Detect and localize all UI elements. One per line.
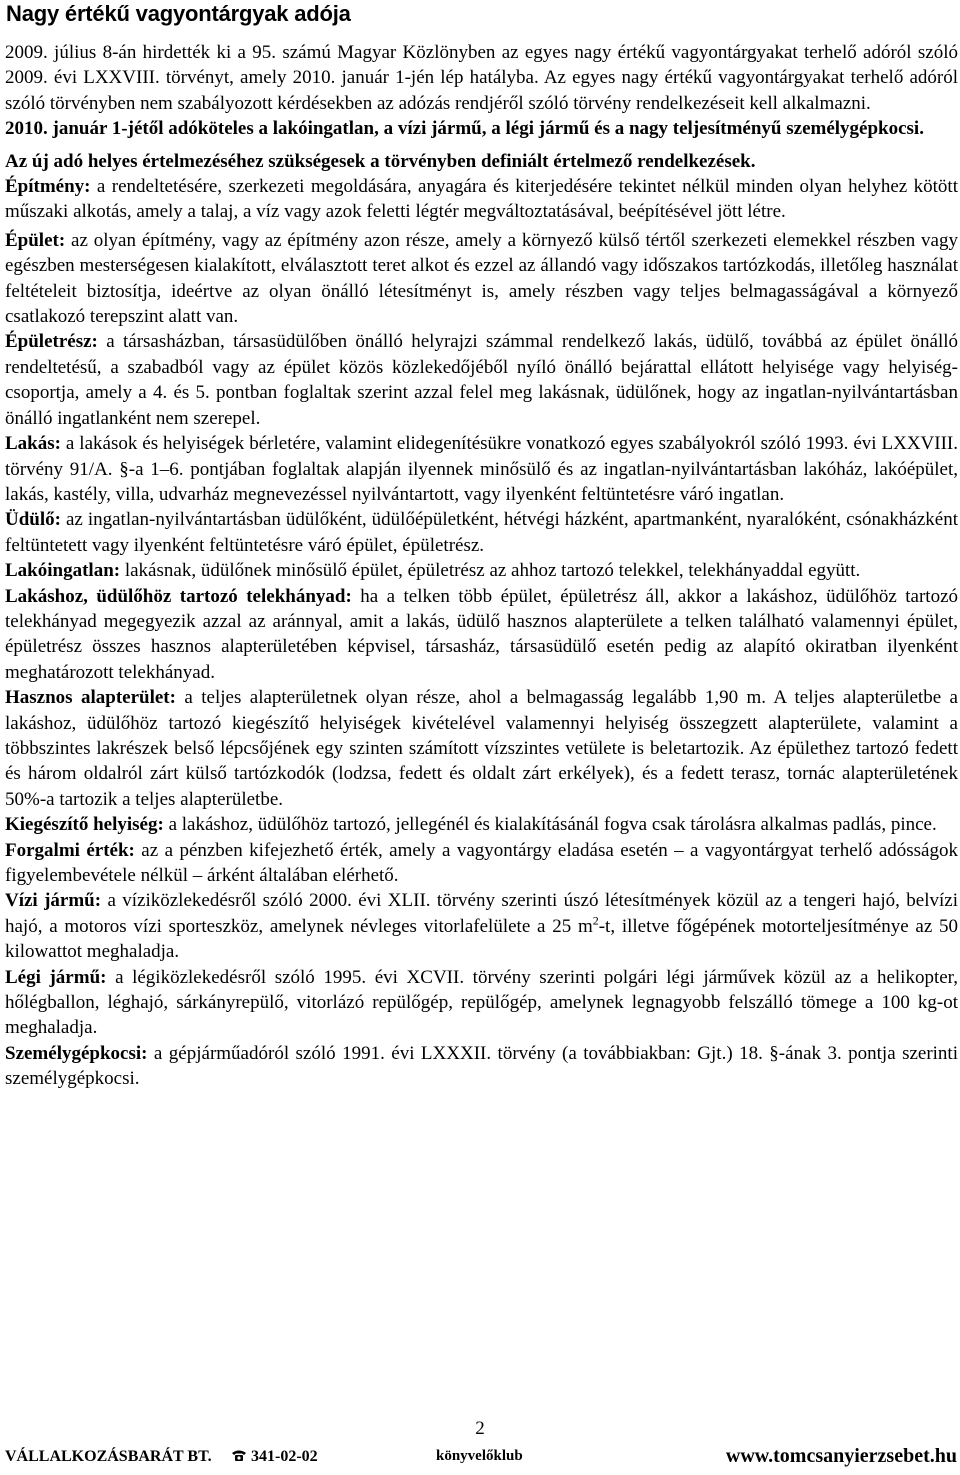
definition-lakas (5, 431, 958, 507)
definition-text: a rendeltetésére, szerkezeti megoldására, anyagára és kiterjedésére tekintet nélkül minden olyan helyhez kötött műszaki alkotás, amely a talaj, a víz vagy azok feletti légtér megváltoztatásával, beépítésével jött létre. (5, 176, 958, 223)
page-title: Nagy értékű vagyontárgyak adója (6, 1, 351, 26)
page-footer (5, 1445, 957, 1474)
definition-text-after: -t, illetve főgépének motorteljesítménye az 50 kilowattot meghaladja. (5, 915, 959, 963)
definition-term: Forgalmi érték: (5, 839, 135, 861)
definitions-heading-text: Az új adó helyes értelmezéséhez szükségesek a törvényben definiált értelmező rendelkezések. (5, 150, 756, 172)
footer-phone-group (231, 1448, 318, 1466)
intro-paragraph: 2009. július 8-án hirdették ki a 95. számú Magyar Közlönyben az egyes nagy értékű vagyontárgyakat terhelő adóról szóló 2009. évi LXXVIII. törvényt, amely 2010. január 1-jén lép hatályba. Az egyes nagy értékű vagyontárgyakat terhelő adóról szóló törvényben nem szabályozott kérdésekben az adózás rendjéről szóló törvény rendelkezéseit kell alkalmazni. (5, 42, 958, 114)
definition-text: lakásnak, üdülőnek minősülő épület, épületrész az ahhoz tartozó telekkel, telekhányaddal együtt. (120, 560, 861, 582)
document-body (5, 40, 958, 1092)
superscript: 2 (592, 913, 599, 928)
definition-term: Építmény: (5, 176, 91, 198)
definition-term: Hasznos alapterület: (5, 687, 176, 709)
definition-term: Lakás: (5, 433, 61, 455)
definitions-heading (5, 149, 958, 174)
definition-udulo (5, 507, 958, 558)
definition-text: a víziközlekedésről szóló 2000. évi XLII. törvény szerinti úszó létesítmények közül az a tengeri hajó, belvízi hajó, a motoros vízi sporteszköz, amelynek névleges vitorlafelülete a 25 m (5, 890, 958, 937)
footer-website-link[interactable]: www.tomcsanyierzsebet.hu (725, 1445, 957, 1467)
definition-szemelygepkocsi (5, 1041, 958, 1092)
definition-text: ha a telken több épület, épületrész áll, akkor a lakáshoz, üdülőhöz tartozó telekhányad megegyezik azzal az aránnyal, amit a lakás, üdülő hasznos alapterülete a telken található valamennyi épület, épületrész összes hasznos alapterületében képvisel, társasház, társasüdülő esetén pedig az alapító okiratban ilyenként meghatározott telekhányad. (5, 585, 959, 683)
definition-text: a gépjárműadóról szóló 1991. évi LXXXII. törvény (a továbbiakban: Gjt.) 18. §-ának 3. pontja szerinti személygépkocsi. (5, 1042, 958, 1090)
definition-text: a légiközlekedésről szóló 1995. évi XCVII. törvény szerinti polgári légi járművek közül az a helikopter, hőlégballon, léghajó, sárkányrepülő, vitorlázó repülőgép, repülőgép, amelynek legnagyobb felszálló tömege a 100 kg-ot meghaladja. (5, 966, 958, 1039)
definition-term: Épületrész: (5, 331, 98, 353)
definition-text: a társasházban, társasüdülőben önálló helyrajzi számmal rendelkező lakás, üdülő, továbbá az épület önálló rendeltetésű, a szabadból vagy az épület közös közlekedőjéből nyíló önálló bejárattal ellátott helyisége vagy helyiség-csoportja, amely a 4. és 5. pontban foglaltak szerint azzal felel meg lakásnak, üdülőnek, hogy az ingatlan-nyilvántartásban önálló ingatlanként nem szerepel. (5, 331, 958, 429)
definition-kiegeszito-helyiseg (5, 812, 958, 837)
definition-term: Légi jármű: (5, 966, 107, 988)
taxable-items-text: 2010. január 1-jétől adóköteles a lakóingatlan, a vízi jármű, a légi jármű és a nagy teljesítményű személygépkocsi. (5, 118, 924, 140)
intro-taxable-paragraph (5, 116, 958, 141)
footer-club: könyvelőklub (436, 1448, 523, 1464)
definition-lakoingatlan (5, 558, 958, 583)
definition-term: Lakáshoz, üdülőhöz tartozó telekhányad: (5, 585, 352, 607)
footer-phone: 341-02-02 (251, 1448, 318, 1465)
definition-term: Lakóingatlan: (5, 560, 121, 582)
definition-text: az ingatlan-nyilvántartásban üdülőként, üdülőépületként, hétvégi házként, apartmanként, nyaralóként, csónakházként feltüntetett vagy ilyenként feltüntetésre váró épület, épületrész. (5, 509, 958, 556)
definition-term: Vízi jármű: (5, 890, 102, 912)
definition-epitmeny (5, 174, 958, 225)
definition-epuletresz (5, 329, 958, 431)
definition-term: Épület: (5, 229, 66, 251)
definition-term: Üdülő: (5, 509, 61, 531)
definition-text: a lakáshoz, üdülőhöz tartozó, jellegénél és kialakításánál fogva csak tárolásra alkalmas padlás, pince. (163, 814, 937, 836)
footer-company: VÁLLALKOZÁSBARÁT BT. (5, 1448, 212, 1465)
definition-forgalmi-ertek (5, 838, 958, 889)
definition-term: Személygépkocsi: (5, 1042, 148, 1064)
definition-legi-jarmu (5, 965, 958, 1041)
page-number: 2 (475, 1418, 485, 1439)
definition-term: Kiegészítő helyiség: (5, 814, 164, 836)
definition-epulet (5, 228, 958, 330)
definition-text: a teljes alapterületnek olyan része, ahol a belmagasság legalább 1,90 m. A teljes alapterületbe a lakáshoz, üdülőhöz tartozó kiegészítő helyiségek kivételével valamennyi helyiség összegzett alapterülete, valamint a többszintes lakrészek belső lépcsőjének egy szinten számított vízszintes vetülete is beletartozik. Az épülethez tartozó fedett és három oldalról zárt külső tartózkodók (lodzsa, fedett és oldalt zárt erkélyek), és a fedett terasz, tornác alapterületének 50%-a tartozik a teljes alapterületbe. (5, 687, 958, 810)
definition-vizi-jarmu (5, 888, 958, 964)
definition-telekhanyad (5, 584, 958, 686)
telephone-icon (231, 1449, 247, 1462)
definition-text: az olyan építmény, vagy az építmény azon része, amely a környező külső tértől szerkezeti elemekkel részben vagy egészben mesterségesen kialakított, elválasztott teret alkot és ezzel az állandó vagy időszakos tartózkodás, illetőleg használat feltételeit biztosítja, ideértve az olyan önálló létesítményt is, amely részben vagy teljes belmagasságával a környező csatlakozó terepszint alatt van. (5, 229, 958, 328)
definition-hasznos-alapterulet (5, 685, 958, 812)
definition-text: a lakások és helyiségek bérletére, valamint elidegenítésükre vonatkozó egyes szabályokról szóló 1993. évi LXXVIII. törvény 91/A. §-a 1–6. pontjában foglaltak alapján ilyennek minősülő és az ingatlan-nyilvántartásban lakóház, lakóépület, lakás, kastély, villa, udvarház megnevezéssel nyilvántartott, vagy ilyenként feltüntetésre váró ingatlan. (5, 433, 958, 505)
definition-text: az a pénzben kifejezhető érték, amely a vagyontárgy eladása esetén – a vagyontárgyat terhelő adósságok figyelembevétele nélkül – árként általában elérhető. (5, 839, 958, 886)
